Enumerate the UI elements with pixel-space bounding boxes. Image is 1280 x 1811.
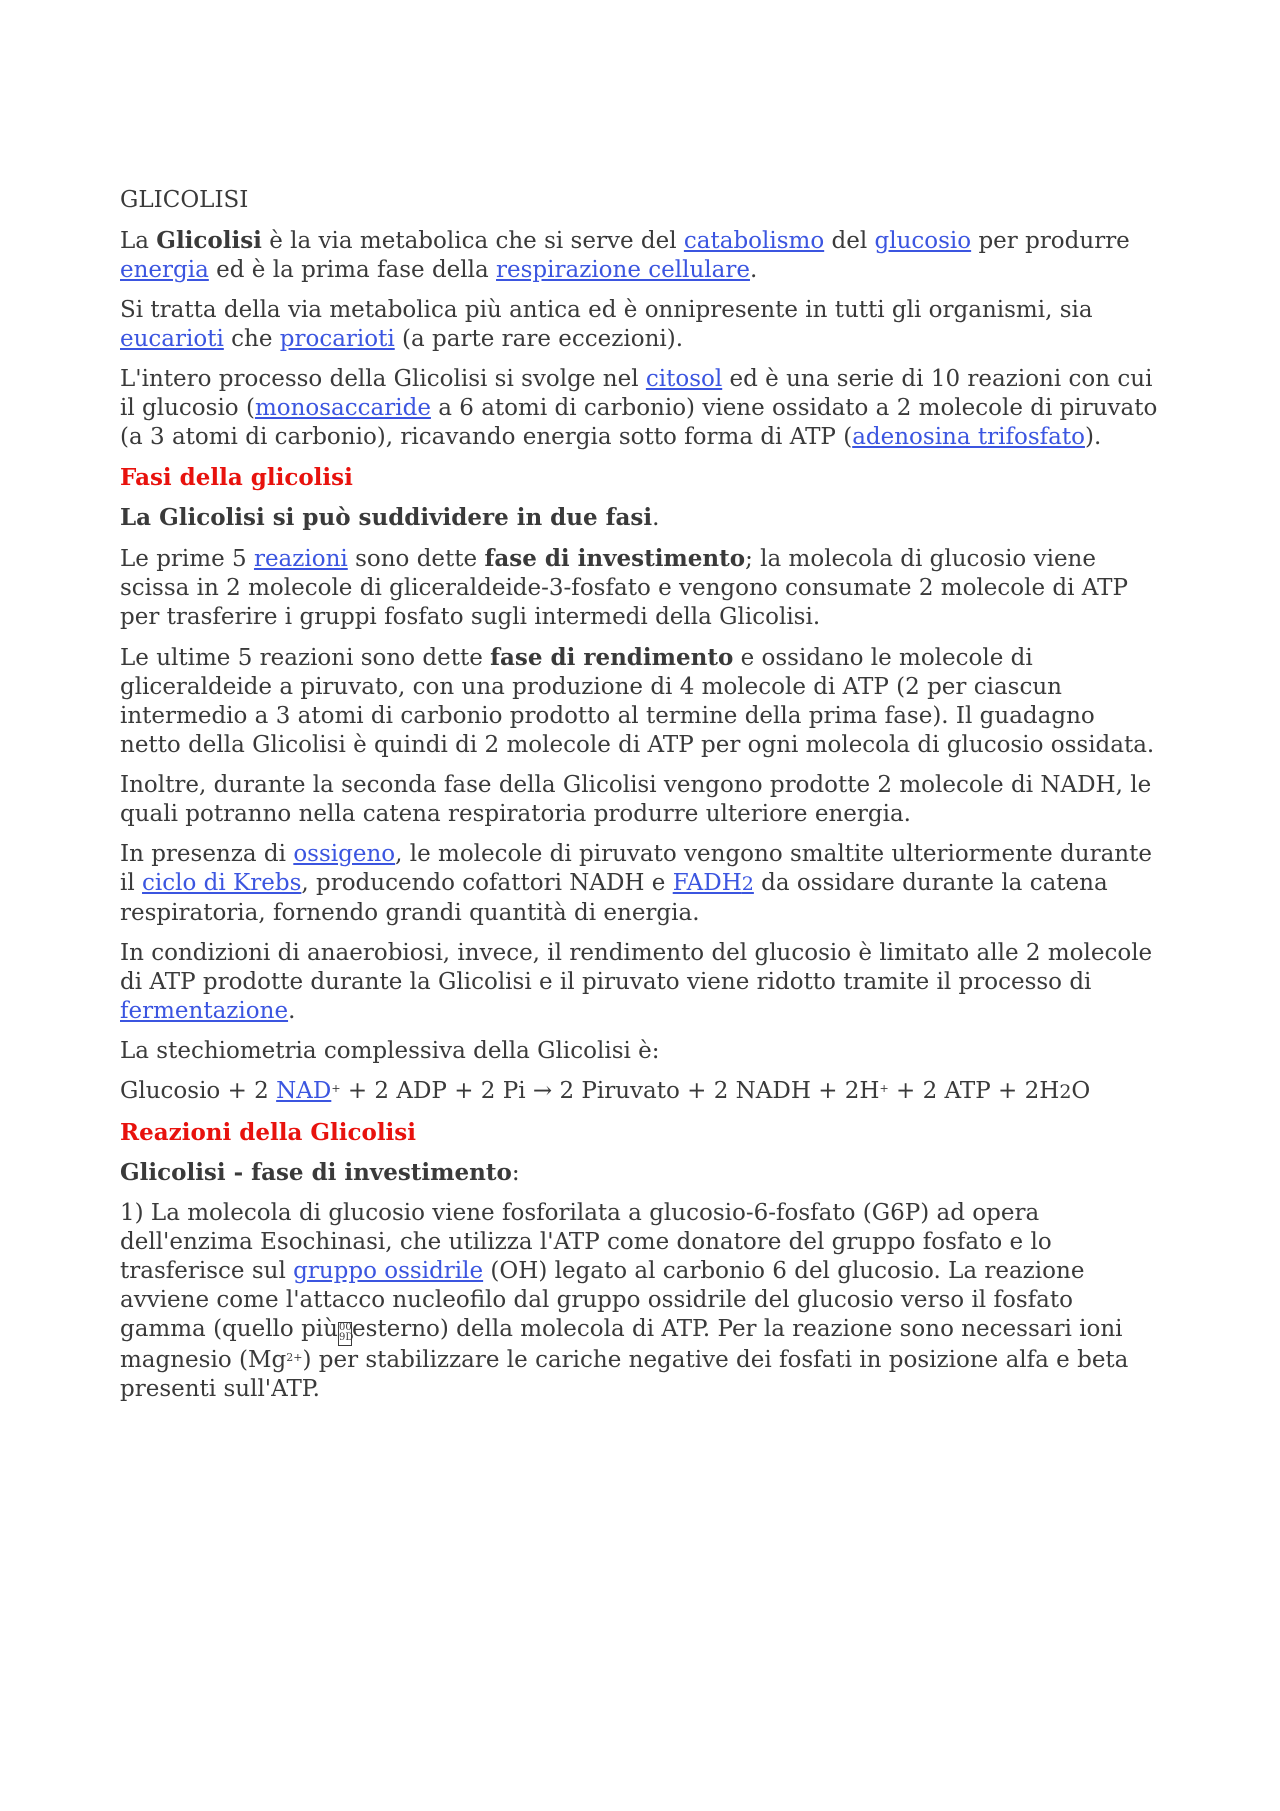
link-monosaccaride[interactable]: monosaccaride: [254, 395, 431, 421]
paragraph-nadh: Inoltre, durante la seconda fase della Glicolisi vengono prodotte 2 molecole di NADH, le quali potranno nella catena respiratoria produrre ulteriore energia.: [120, 772, 1152, 827]
heading-reazioni: Reazioni della Glicolisi: [120, 1119, 416, 1146]
link-gruppo-ossidrile[interactable]: gruppo ossidrile: [293, 1258, 484, 1284]
text: ed è una serie di 10 reazioni con cui il glucosio (: [120, 366, 1153, 421]
text: (a parte rare eccezioni).: [394, 326, 684, 352]
link-respirazione-cellulare[interactable]: respirazione cellulare: [496, 257, 750, 283]
paragraph-equation: [120, 1077, 1160, 1107]
link-fermentazione[interactable]: fermentazione: [120, 998, 289, 1024]
bold-term: Glicolisi - fase di investimento: [120, 1159, 512, 1186]
text: è la via metabolica che si serve del: [261, 228, 684, 254]
superscript: +: [879, 1082, 889, 1095]
text: :: [511, 1160, 520, 1186]
text: Le ultime 5 reazioni sono dette: [120, 645, 491, 671]
text: ; la molecola di glucosio viene scissa in 2 molecole di gliceraldeide-3-fosfato e vengono consumate 2 molecole di ATP per trasferire i gruppi fosfato sugli intermedi della Glicolisi.: [120, 546, 1128, 630]
paragraph-investment-heading: [120, 1158, 1160, 1188]
text: e ossidano le molecole di gliceraldeide a piruvato, con una produzione di 4 molecole di ATP (2 per ciascun intermedio a 3 atomi di carbonio prodotto al termine della prima fase). Il guadagno netto della Glicolisi è quindi di 2 molecole di ATP per ogni molecola di glucosio ossidata.: [120, 645, 1155, 758]
text: , producendo cofattori NADH e: [301, 870, 673, 896]
document-title: GLICOLISI: [120, 187, 249, 213]
text: .: [288, 998, 296, 1024]
link-catabolismo[interactable]: catabolismo: [683, 228, 825, 254]
link-ciclo-di-krebs[interactable]: ciclo di Krebs: [142, 870, 302, 896]
link-text: FADH: [672, 870, 742, 896]
link-eucarioti[interactable]: eucarioti: [120, 326, 224, 352]
text: + 2 ADP + 2 Pi → 2 Piruvato + 2 NADH + 2H: [340, 1078, 880, 1104]
paragraph-process: [120, 365, 1160, 452]
link-nad[interactable]: NAD: [276, 1078, 332, 1104]
subscript: 2: [1059, 1081, 1072, 1103]
text: del: [824, 228, 875, 254]
text: ).: [1084, 424, 1102, 450]
text: + 2 ATP + 2H: [888, 1078, 1060, 1104]
bold-term: fase di investimento: [484, 545, 746, 572]
text: per produrre: [971, 228, 1130, 254]
superscript: 2+: [286, 1351, 303, 1364]
text: Si tratta della via metabolica più antica ed è onnipresente in tutti gli organismi, sia: [120, 297, 1093, 323]
bold-term: fase di rendimento: [490, 644, 734, 671]
text: .: [749, 257, 758, 283]
paragraph-anaerobiosis: [120, 939, 1160, 1026]
text: Glucosio + 2: [120, 1078, 277, 1104]
paragraph-organisms: [120, 296, 1160, 354]
text: che: [223, 326, 280, 352]
text: Le prime 5: [120, 546, 254, 572]
link-citosol[interactable]: citosol: [645, 366, 723, 392]
paragraph-intro: [120, 226, 1160, 285]
link-procarioti[interactable]: procarioti: [279, 326, 395, 352]
text: O: [1071, 1078, 1091, 1104]
text: L'intero processo della Glicolisi si svolge nel: [120, 366, 646, 392]
heading-fasi: Fasi della glicolisi: [120, 464, 353, 491]
text: 1) La molecola di glucosio viene fosforilata a glucosio-6-fosfato (G6P) ad opera dell'enzima Esochinasi, che utilizza l'ATP come donatore del gruppo fosfato e lo trasferisce sul: [120, 1200, 1052, 1284]
link-fadh2[interactable]: [673, 870, 754, 896]
paragraph-yield-phase: [120, 643, 1160, 760]
paragraph-step-1: [120, 1199, 1160, 1404]
paragraph-two-phases: [120, 503, 1160, 533]
bold-term: La Glicolisi si può suddividere in due fasi: [120, 504, 653, 531]
text: ) per stabilizzare le cariche negative dei fosfati in posizione alfa e beta presenti sull'ATP.: [120, 1347, 1129, 1402]
subscript: 2: [741, 873, 754, 895]
paragraph-investment-phase: [120, 544, 1160, 632]
text: La: [120, 228, 157, 254]
paragraph-oxygen: [120, 840, 1160, 928]
text: .: [652, 505, 660, 531]
text: esterno) della molecola di ATP. Per la reazione sono necessari ioni magnesio (Mg: [120, 1316, 1123, 1373]
text: a 6 atomi di carbonio) viene ossidato a 2 molecole di piruvato (a 3 atomi di carbonio), ricavando energia sotto forma di ATP (: [120, 395, 1158, 450]
text: In condizioni di anaerobiosi, invece, il rendimento del glucosio è limitato alle 2 molecole di ATP prodotte durante la Glicolisi e il piruvato viene ridotto tramite il processo di: [120, 940, 1153, 995]
text: In presenza di: [120, 841, 294, 867]
text: ed è la prima fase della: [208, 257, 497, 283]
text: da ossidare durante la catena respiratoria, fornendo grandi quantità di energia.: [120, 870, 1108, 926]
missing-glyph-box: 00 9D: [338, 1322, 352, 1346]
link-glucosio[interactable]: glucosio: [874, 228, 972, 254]
text: , le molecole di piruvato vengono smaltite ulteriormente durante il: [120, 841, 1152, 896]
link-ossigeno[interactable]: ossigeno: [293, 841, 396, 867]
superscript: +: [331, 1082, 341, 1095]
link-reazioni[interactable]: reazioni: [253, 546, 348, 572]
bold-term: Glicolisi: [156, 227, 262, 254]
text: sono dette: [347, 546, 485, 572]
link-energia[interactable]: energia: [120, 257, 209, 283]
text: (OH) legato al carbonio 6 del glucosio. La reazione avviene come l'attacco nucleofilo dal gruppo ossidrile del glucosio verso il fosfato gamma (quello più: [120, 1258, 1085, 1342]
link-adenosina-trifosfato[interactable]: adenosina trifosfato: [852, 424, 1085, 450]
paragraph-stoichiometry-intro: La stechiometria complessiva della Glicolisi è:: [120, 1038, 660, 1064]
